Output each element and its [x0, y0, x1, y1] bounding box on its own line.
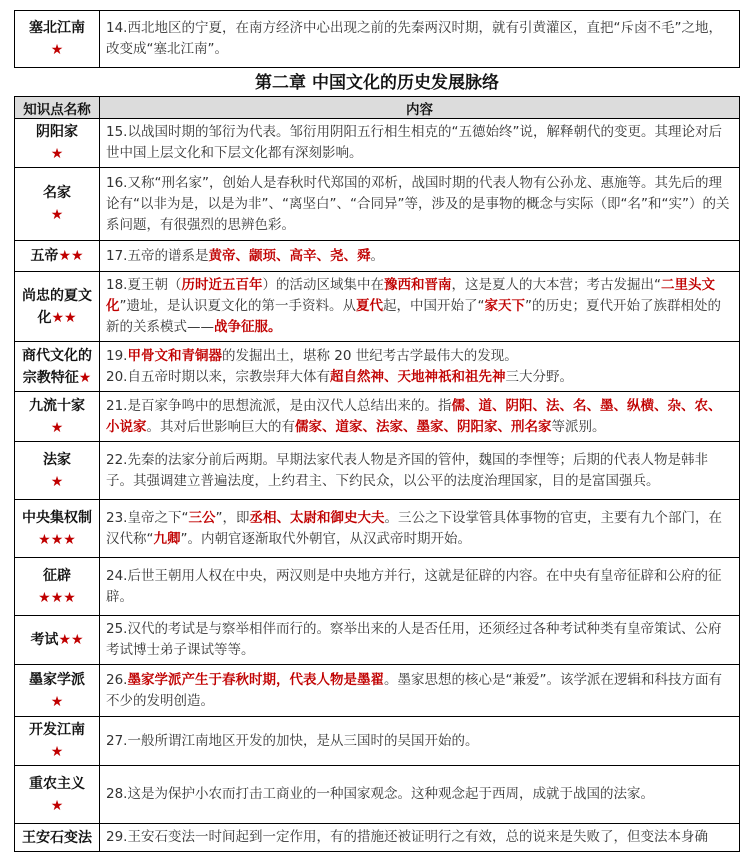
table-row [15, 11, 740, 68]
topic-name: 法家 [43, 451, 71, 468]
topic-name-cell [15, 168, 100, 241]
content-text: 25.汉代的考试是与察举相伴而行的。察举出来的人是否任用，还须经过各种考试种类有皇帝策试、公府考试博士弟子课试等等。 [106, 621, 722, 658]
content-text: 等派别。 [551, 418, 606, 435]
topic-name: 塞北江南 [29, 20, 85, 36]
content-cell [100, 342, 740, 392]
topic-name: 阴阳家 [36, 124, 78, 140]
table-body [15, 119, 740, 852]
star-rating: ★★ [58, 248, 84, 264]
topic-name: 开发江南 [29, 722, 85, 738]
table-row [15, 766, 740, 824]
highlight-text: 九卿 [153, 530, 181, 547]
content-text: 。其对后世影响巨大的有 [146, 418, 295, 435]
highlight-text: 夏代 [356, 298, 383, 314]
content-cell [100, 824, 740, 852]
content-text: 起，中国开始了“ [383, 298, 485, 314]
topic-name: 五帝 [30, 248, 59, 264]
content-cell [100, 272, 740, 342]
topic-name: 重农主义 [29, 775, 85, 792]
content-cell [100, 168, 740, 241]
table-row [15, 824, 740, 852]
table-row [15, 442, 740, 500]
content-cell [100, 665, 740, 717]
content-text: 。 [370, 247, 384, 264]
content-cell [100, 500, 740, 558]
star-rating: ★ [50, 419, 64, 436]
top-table [14, 10, 740, 68]
content-cell [100, 558, 740, 616]
table-row [15, 241, 740, 272]
header-content: 内容 [100, 97, 740, 119]
table-row [15, 558, 740, 616]
topic-name-cell [15, 342, 100, 392]
knowledge-table [14, 96, 740, 852]
star-rating: ★ [50, 207, 64, 223]
star-rating: ★ [50, 744, 64, 760]
content-text: 27.一般所谓江南地区开发的加快，是从三国时的吴国开始的。 [106, 732, 479, 749]
content-text: 19. [106, 347, 128, 364]
topic-name-cell [15, 119, 100, 168]
topic-name-cell [15, 824, 100, 852]
table-row [15, 342, 740, 392]
star-rating: ★★ [58, 632, 84, 648]
star-rating: ★ [50, 473, 64, 490]
content-text: 。三公之下设掌管具体事物的官吏，主要有九个部门，在汉代称“ [106, 509, 722, 547]
star-rating: ★★★ [38, 589, 76, 606]
content-text: 。墨家思想的核心是“兼爱”。该学派在逻辑和科技方面有不少的发明创造。 [106, 671, 722, 709]
highlight-text: 黄帝、颛顼、高辛、尧、舜 [208, 247, 371, 264]
topic-name-cell [15, 616, 100, 665]
topic-name: 墨家学派 [29, 671, 85, 688]
content-text: 17.五帝的谱系是 [106, 247, 209, 264]
highlight-text: 超自然神、天地神祇和祖先神 [329, 368, 506, 385]
content-text: ）的活动区域集中在 [262, 277, 384, 293]
content-text: 三大分野。 [505, 368, 573, 385]
highlight-text: 家天下 [484, 298, 525, 314]
topic-name: 征辟 [43, 567, 71, 584]
topic-name-cell [15, 392, 100, 442]
highlight-text: 墨家学派产生于春秋时期，代表人物是墨翟 [127, 671, 384, 688]
content-cell [100, 442, 740, 500]
content-text: 16.又称“刑名家”，创始人是春秋时代郑国的邓析，战国时期的代表人物有公孙龙、惠施等。其先后的理论有“以非为是，以是为非”、“离坚白”、“合同异”等，涉及的是事物的概念与实际（即“名”和“实”）的关系问题，有很强烈的思辨色彩。 [106, 174, 730, 233]
content-cell [100, 11, 740, 68]
topic-name-cell [15, 272, 100, 342]
table-row [15, 392, 740, 442]
header-name: 知识点名称 [15, 97, 100, 119]
topic-name: 中央集权制 [22, 509, 92, 526]
topic-name-cell [15, 11, 100, 68]
highlight-text: 甲骨文和青铜器 [127, 347, 222, 364]
table-row [15, 119, 740, 168]
table-row [15, 500, 740, 558]
content-text: ”遗址，是认识夏文化的第一手资料。从 [119, 298, 356, 314]
topic-name: 考试 [30, 632, 59, 648]
star-rating: ★ [50, 42, 64, 58]
content-text: 23.皇帝之下“ [106, 509, 189, 526]
topic-name-cell [15, 500, 100, 558]
table-row [15, 665, 740, 717]
content-text: 21.是百家争鸣中的思想流派，是由汉代人总结出来的。指 [106, 397, 452, 414]
star-rating: ★ [50, 797, 64, 814]
topic-name: 商代文化的宗教特征 [22, 347, 92, 386]
content-cell [100, 766, 740, 824]
highlight-text: 历时近五百年 [181, 277, 263, 293]
content-text: 15.以战国时期的邹衍为代表。邹衍用阴阳五行相生相克的“五德始终”说，解释朝代的变更。其理论对后世中国上层文化和下层文化都有深刻影响。 [106, 124, 722, 161]
topic-name: 尚忠的夏文化 [22, 287, 92, 326]
topic-name-cell [15, 442, 100, 500]
star-rating: ★★★ [38, 531, 76, 548]
content-text: 22.先秦的法家分前后两期。早期法家代表人物是齐国的管仲，魏国的李悝等；后期的代表人物是韩非子。其强调建立普遍法度，上约君主、下约民众，以公平的法度治理国家，目的是富国强兵。 [106, 451, 708, 489]
table-row [15, 272, 740, 342]
table-row [15, 168, 740, 241]
star-rating: ★★ [51, 309, 77, 326]
topic-name-cell [15, 717, 100, 766]
content-text: 的发掘出土，堪称 20 世纪考古学最伟大的发现。 [221, 347, 518, 364]
chapter-title: 第二章 中国文化的历史发展脉络 [255, 73, 499, 93]
content-text: 29.王安石变法一时间起到一定作用，有的措施还被证明行之有效，总的说来是失败了，但变法本身确 [106, 829, 708, 845]
star-rating: ★ [50, 693, 64, 710]
highlight-text: 儒家、道家、法家、墨家、阴阳家、刑名家 [295, 418, 552, 435]
content-text: ”的历史；夏代开始了族群相处的新的关系模式—— [106, 298, 721, 335]
content-text: 14.西北地区的宁夏，在南方经济中心出现之前的先秦两汉时期，就有引黄灌区，直把“斥卤不毛”之地，改变成“塞北江南”。 [106, 20, 722, 57]
content-cell [100, 392, 740, 442]
content-text: 24.后世王朝用人权在中央，两汉则是中央地方并行，这就是征辟的内容。在中央有皇帝征辟和公府的征辟。 [106, 567, 722, 605]
content-cell [100, 616, 740, 665]
content-text: ”。内朝官逐渐取代外朝官，从汉武帝时期开始。 [180, 530, 471, 547]
highlight-text: 豫西和晋南 [383, 277, 452, 293]
content-text: ”，即 [215, 509, 250, 526]
topic-name: 名家 [43, 185, 71, 201]
star-rating: ★ [50, 146, 64, 162]
table-row [15, 717, 740, 766]
content-text: 18.夏王朝（ [106, 277, 182, 293]
topic-name-cell [15, 558, 100, 616]
highlight-text: 儒、道、阴阳、法、名、墨、纵横、杂、农、小说家 [106, 397, 722, 435]
topic-name: 王安石变法 [22, 829, 92, 846]
topic-name-cell [15, 766, 100, 824]
topic-name-cell [15, 665, 100, 717]
star-rating: ★ [78, 369, 92, 386]
highlight-text: 战争征服。 [214, 319, 282, 335]
header-row [15, 97, 740, 119]
content-text: ，这是夏人的大本营；考古发掘出“ [451, 277, 661, 293]
topic-name: 九流十家 [29, 397, 85, 414]
highlight-text: 二里头文化 [106, 277, 715, 314]
content-cell [100, 241, 740, 272]
topic-name-cell [15, 241, 100, 272]
content-text: 28.这是为保护小农而打击工商业的一种国家观念。这种观念起于西周，成就于战国的法家。 [106, 786, 654, 802]
content-cell [100, 119, 740, 168]
content-text: 26. [106, 671, 128, 688]
highlight-text: 三公 [188, 509, 216, 526]
table-row [15, 616, 740, 665]
content-cell [100, 717, 740, 766]
content-text: 20.自五帝时期以来，宗教崇拜大体有 [106, 368, 330, 385]
highlight-text: 丞相、太尉和御史大夫 [249, 509, 385, 526]
